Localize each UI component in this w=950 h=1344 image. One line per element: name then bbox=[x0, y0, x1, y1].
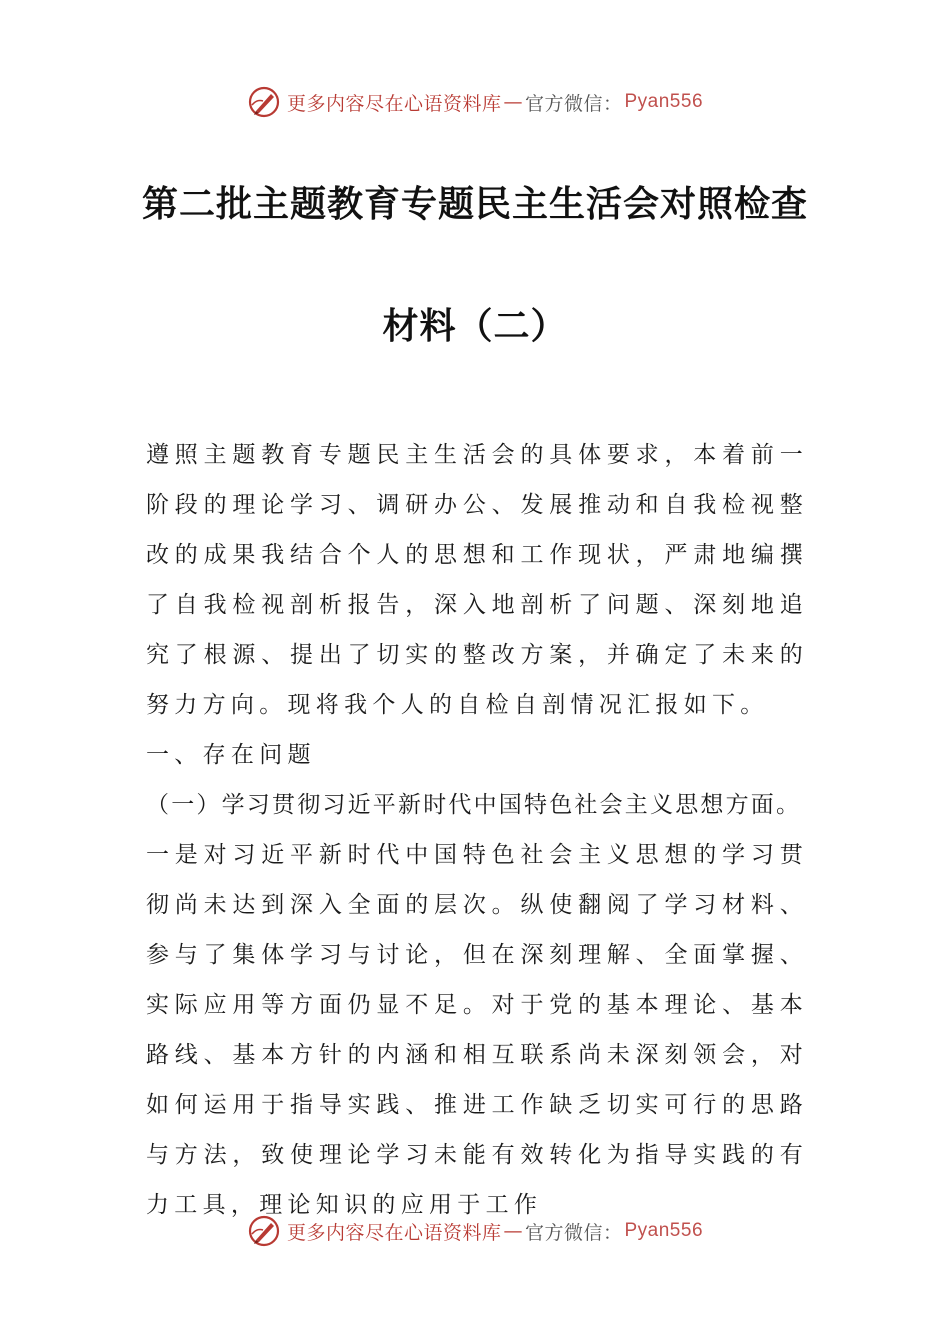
document-title-line-2: 材料（二） bbox=[382, 306, 568, 347]
footer-watermark bbox=[0, 1211, 950, 1251]
section-heading: 一、存在问题 bbox=[146, 742, 316, 768]
watermark-dash: — bbox=[503, 91, 523, 113]
document-title-line-1: 第二批主题教育专题民主生活会对照检查 bbox=[141, 184, 808, 225]
watermark-official-label: 官方微信： bbox=[524, 92, 623, 115]
intro-paragraph: 遵照主题教育专题民主生活会的具体要求，本着前一阶段的理论学习、调研办公、发展推动和自我检视整改的成果我结合个人的思想和工作现状，严肃地编撰了自我检视剖析报告，深入地剖析了问题、深刻地追究了根源、提出了切实的整改方案，并确定了未来的努力方向。现将我个人的自检自剖情况汇报如下。 bbox=[146, 442, 808, 718]
watermark-wechat-id: Pyan556 bbox=[624, 1220, 704, 1241]
watermark-brand: 更多内容尽在心语资料库 bbox=[286, 92, 502, 115]
pen-logo-icon bbox=[247, 1214, 281, 1248]
watermark-dash: — bbox=[503, 1220, 523, 1242]
subsection-heading: （一）学习贯彻习近平新时代中国特色社会主义思想方面。 bbox=[146, 792, 802, 818]
watermark-official-label: 官方微信： bbox=[524, 1221, 623, 1244]
watermark-wechat-id: Pyan556 bbox=[624, 91, 704, 112]
header-watermark bbox=[0, 82, 950, 122]
body-paragraph: 一是对习近平新时代中国特色社会主义思想的学习贯彻尚未达到深入全面的层次。纵使翻阅了学习材料、参与了集体学习与讨论，但在深刻理解、全面掌握、实际应用等方面仍显不足。对于党的基本理论、基本路线、基本方针的内涵和相互联系尚未深刻领会，对如何运用于指导实践、推进工作缺乏切实可行的思路与方法，致使理论学习未能有效转化为指导实践的有力工具，理论知识的应用于工作 bbox=[146, 842, 808, 1218]
document-body bbox=[146, 430, 808, 1230]
pen-logo-icon bbox=[247, 85, 281, 119]
watermark-brand: 更多内容尽在心语资料库 bbox=[286, 1221, 502, 1244]
